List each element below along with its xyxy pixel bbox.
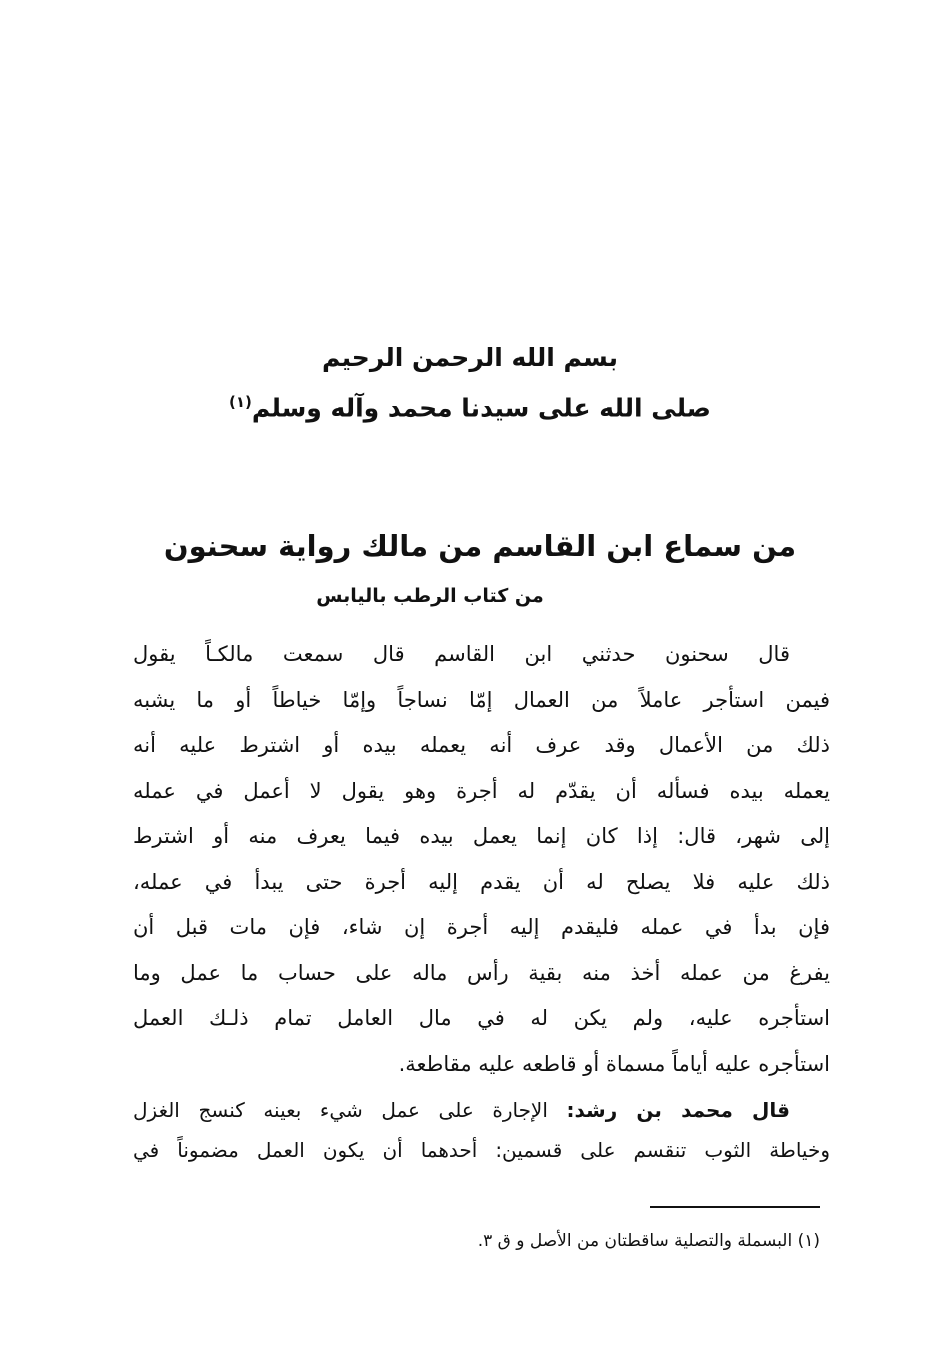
text-line: إلى شهر، قال: إذا كان إنما يعمل بيده فيما يعرف منه أو اشترط xyxy=(133,824,830,848)
text-line: قال سحنون حدثني ابن القاسم قال سمعت مالكـاً يقول xyxy=(133,642,790,666)
text-segment: الإجارة على عمل شيء بعينه كنسج الغزل xyxy=(133,1098,548,1122)
text-line: يفرغ من عمله أخذ منه بقية رأس ماله على حساب ما عمل وما xyxy=(133,960,830,985)
text-line: استأجره عليه، ولم يكن له في مال العامل تمام ذلـك العمل xyxy=(133,1006,830,1030)
footnote-divider xyxy=(650,1206,820,1208)
text-line: يعمله بيده فسأله أن يقدّم له أجرة وهو يقول لا أعمل في عمله xyxy=(133,778,830,803)
salawat-line xyxy=(200,380,740,430)
basmala-line: بسم الله الرحمن الرحيم xyxy=(322,343,618,372)
commentator-lead: قال محمد بن رشد: xyxy=(566,1098,790,1122)
text-line: فإن بدأ في عمله فليقدم إليه أجرة إن شاء، فإن مات قبل أن xyxy=(133,915,830,939)
text-line: فيمن استأجر عاملاً من العمال إمّا نساجاً وإمّا خياطاً أو ما يشبه xyxy=(133,687,830,712)
basmala-block xyxy=(200,336,740,430)
text-line xyxy=(133,1090,830,1130)
footnote-reference[interactable]: (١) xyxy=(229,393,252,411)
salawat-text: صلى الله على سيدنا محمد وآله وسلم xyxy=(251,393,711,423)
paragraph-2 xyxy=(133,1090,830,1170)
text-line: استأجره عليه أياماً مسماة أو قاطعه عليه مقاطعة. xyxy=(398,1051,830,1076)
section-subtitle: من كتاب الرطب باليابس xyxy=(316,585,544,607)
section-title: من سماع ابن القاسم من مالك رواية سحنون xyxy=(163,529,797,563)
footnote: (١) البسملة والتصلية ساقطتان من الأصل و ق ٣. xyxy=(477,1231,820,1251)
paragraph-1 xyxy=(133,632,830,1087)
text-line: ذلك من الأعمال وقد عرف أنه يعمله بيده أو اشترط عليه أنه xyxy=(133,733,830,757)
text-line: وخياطة الثوب تنقسم على قسمين: أحدهما أن يكون العمل مضموناً في xyxy=(133,1138,830,1162)
text-line: ذلك عليه فلا يصلح له أن يقدم إليه أجرة حتى يبدأ في عمله، xyxy=(133,869,830,894)
